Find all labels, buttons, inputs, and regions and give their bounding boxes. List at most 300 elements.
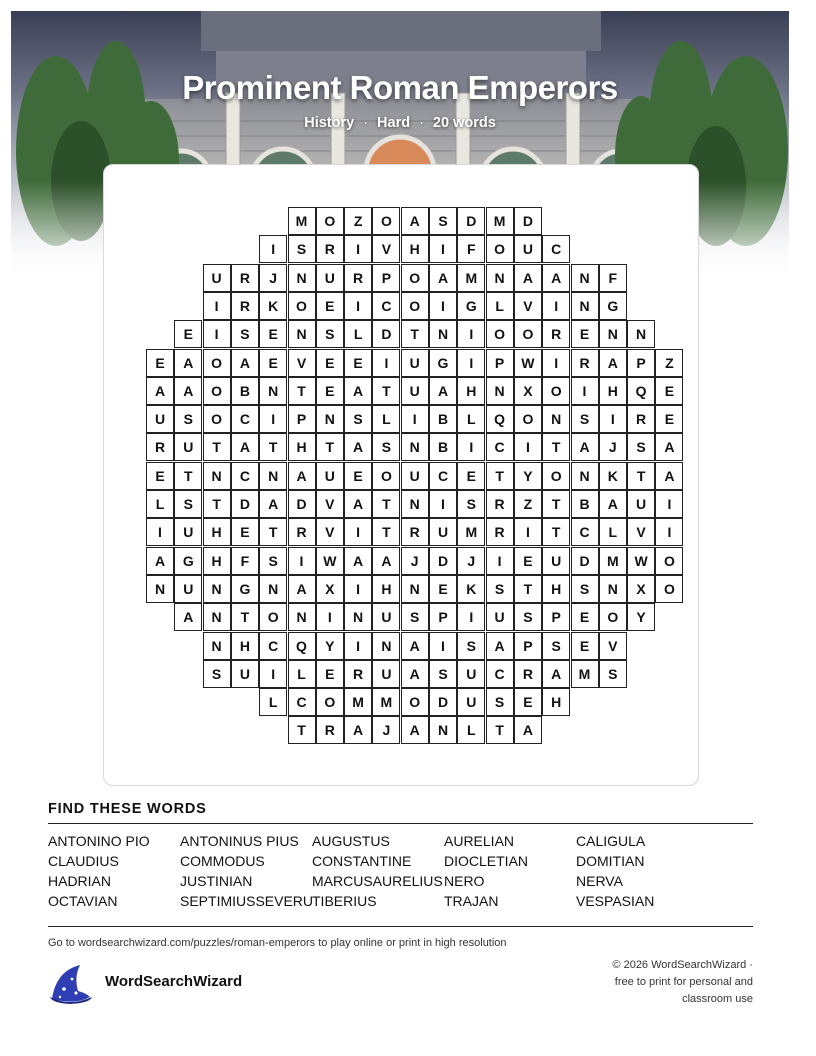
grid-cell[interactable]: I <box>429 292 457 320</box>
grid-cell[interactable]: D <box>288 490 316 518</box>
grid-cell[interactable]: H <box>203 518 231 546</box>
grid-cell[interactable]: A <box>486 632 514 660</box>
grid-cell[interactable]: O <box>514 405 542 433</box>
grid-cell[interactable]: A <box>259 490 287 518</box>
grid-cell[interactable]: R <box>344 660 372 688</box>
grid-cell[interactable]: O <box>486 235 514 263</box>
grid-cell[interactable]: I <box>203 320 231 348</box>
grid-cell[interactable]: I <box>514 433 542 461</box>
grid-cell[interactable]: S <box>259 547 287 575</box>
grid-cell[interactable]: S <box>316 320 344 348</box>
grid-cell[interactable]: U <box>146 405 174 433</box>
grid-cell[interactable]: U <box>401 462 429 490</box>
grid-cell[interactable]: M <box>486 207 514 235</box>
grid-cell[interactable]: O <box>514 320 542 348</box>
grid-cell[interactable]: I <box>514 518 542 546</box>
grid-cell[interactable]: O <box>486 320 514 348</box>
grid-cell[interactable]: A <box>174 349 202 377</box>
grid-cell[interactable]: U <box>316 462 344 490</box>
grid-cell[interactable]: N <box>486 377 514 405</box>
grid-cell[interactable]: O <box>203 377 231 405</box>
grid-cell[interactable]: N <box>288 320 316 348</box>
grid-cell[interactable]: R <box>486 518 514 546</box>
grid-cell[interactable]: R <box>514 660 542 688</box>
grid-cell[interactable]: V <box>627 518 655 546</box>
grid-cell[interactable]: F <box>231 547 259 575</box>
grid-cell[interactable]: O <box>542 377 570 405</box>
grid-cell[interactable]: P <box>429 603 457 631</box>
grid-cell[interactable]: T <box>288 377 316 405</box>
grid-cell[interactable]: R <box>231 292 259 320</box>
grid-cell[interactable]: A <box>288 575 316 603</box>
grid-cell[interactable]: E <box>457 462 485 490</box>
grid-cell[interactable]: O <box>655 547 683 575</box>
grid-cell[interactable]: T <box>542 518 570 546</box>
grid-cell[interactable]: A <box>401 207 429 235</box>
grid-cell[interactable]: I <box>486 547 514 575</box>
grid-cell[interactable]: O <box>372 207 400 235</box>
grid-cell[interactable]: M <box>457 518 485 546</box>
grid-cell[interactable]: D <box>514 207 542 235</box>
grid-cell[interactable]: N <box>259 377 287 405</box>
grid-cell[interactable]: N <box>203 603 231 631</box>
grid-cell[interactable]: H <box>372 575 400 603</box>
grid-cell[interactable]: A <box>344 716 372 744</box>
grid-cell[interactable]: O <box>288 292 316 320</box>
grid-cell[interactable]: L <box>599 518 627 546</box>
grid-cell[interactable]: H <box>542 575 570 603</box>
grid-cell[interactable]: J <box>599 433 627 461</box>
grid-cell[interactable]: V <box>372 235 400 263</box>
grid-cell[interactable]: E <box>571 603 599 631</box>
grid-cell[interactable]: N <box>401 575 429 603</box>
grid-cell[interactable]: A <box>599 349 627 377</box>
grid-cell[interactable]: S <box>542 632 570 660</box>
grid-cell[interactable]: T <box>514 575 542 603</box>
grid-cell[interactable]: T <box>288 716 316 744</box>
grid-cell[interactable]: O <box>401 688 429 716</box>
grid-cell[interactable]: A <box>344 377 372 405</box>
grid-cell[interactable]: T <box>486 716 514 744</box>
grid-cell[interactable]: E <box>316 377 344 405</box>
grid-cell[interactable]: S <box>344 405 372 433</box>
grid-cell[interactable]: A <box>401 660 429 688</box>
grid-cell[interactable]: E <box>429 575 457 603</box>
grid-cell[interactable]: C <box>259 632 287 660</box>
grid-cell[interactable]: O <box>203 349 231 377</box>
grid-cell[interactable]: H <box>542 688 570 716</box>
grid-cell[interactable]: R <box>231 264 259 292</box>
grid-cell[interactable]: O <box>203 405 231 433</box>
grid-cell[interactable]: F <box>599 264 627 292</box>
grid-cell[interactable]: A <box>655 462 683 490</box>
grid-cell[interactable]: U <box>542 547 570 575</box>
grid-cell[interactable]: R <box>316 716 344 744</box>
grid-cell[interactable]: S <box>429 207 457 235</box>
grid-cell[interactable]: R <box>146 433 174 461</box>
grid-cell[interactable]: A <box>599 490 627 518</box>
grid-cell[interactable]: C <box>486 660 514 688</box>
grid-cell[interactable]: M <box>288 207 316 235</box>
grid-cell[interactable]: I <box>344 632 372 660</box>
grid-cell[interactable]: A <box>174 377 202 405</box>
grid-cell[interactable]: H <box>288 433 316 461</box>
grid-cell[interactable]: V <box>599 632 627 660</box>
grid-cell[interactable]: B <box>429 405 457 433</box>
grid-cell[interactable]: A <box>571 433 599 461</box>
grid-cell[interactable]: A <box>542 660 570 688</box>
grid-cell[interactable]: E <box>231 518 259 546</box>
grid-cell[interactable]: A <box>429 377 457 405</box>
grid-cell[interactable]: U <box>316 264 344 292</box>
grid-cell[interactable]: I <box>259 405 287 433</box>
grid-cell[interactable]: I <box>542 349 570 377</box>
grid-cell[interactable]: H <box>457 377 485 405</box>
grid-cell[interactable]: S <box>571 405 599 433</box>
grid-cell[interactable]: N <box>372 632 400 660</box>
grid-cell[interactable]: D <box>429 688 457 716</box>
grid-cell[interactable]: E <box>316 349 344 377</box>
grid-cell[interactable]: T <box>231 603 259 631</box>
grid-cell[interactable]: L <box>146 490 174 518</box>
grid-cell[interactable]: I <box>372 349 400 377</box>
grid-cell[interactable]: N <box>429 320 457 348</box>
grid-cell[interactable]: W <box>627 547 655 575</box>
grid-cell[interactable]: S <box>174 490 202 518</box>
grid-cell[interactable]: M <box>599 547 627 575</box>
grid-cell[interactable]: Q <box>627 377 655 405</box>
grid-cell[interactable]: E <box>146 462 174 490</box>
grid-cell[interactable]: L <box>457 716 485 744</box>
grid-cell[interactable]: I <box>457 349 485 377</box>
grid-cell[interactable]: G <box>457 292 485 320</box>
grid-cell[interactable]: O <box>542 462 570 490</box>
grid-cell[interactable]: I <box>401 405 429 433</box>
grid-cell[interactable]: O <box>401 292 429 320</box>
grid-cell[interactable]: I <box>542 292 570 320</box>
grid-cell[interactable]: N <box>571 462 599 490</box>
grid-cell[interactable]: I <box>571 377 599 405</box>
grid-cell[interactable]: Y <box>627 603 655 631</box>
grid-cell[interactable]: U <box>514 235 542 263</box>
grid-cell[interactable]: J <box>457 547 485 575</box>
grid-cell[interactable]: H <box>401 235 429 263</box>
grid-cell[interactable]: B <box>231 377 259 405</box>
grid-cell[interactable]: C <box>288 688 316 716</box>
grid-cell[interactable]: N <box>571 292 599 320</box>
grid-cell[interactable]: E <box>514 688 542 716</box>
grid-cell[interactable]: S <box>231 320 259 348</box>
grid-cell[interactable]: D <box>571 547 599 575</box>
grid-cell[interactable]: M <box>457 264 485 292</box>
grid-cell[interactable]: S <box>203 660 231 688</box>
grid-cell[interactable]: C <box>542 235 570 263</box>
grid-cell[interactable]: S <box>372 433 400 461</box>
grid-cell[interactable]: O <box>655 575 683 603</box>
grid-cell[interactable]: X <box>316 575 344 603</box>
grid-cell[interactable]: J <box>401 547 429 575</box>
grid-cell[interactable]: N <box>401 490 429 518</box>
grid-cell[interactable]: N <box>599 320 627 348</box>
grid-cell[interactable]: I <box>457 320 485 348</box>
grid-cell[interactable]: Z <box>655 349 683 377</box>
grid-cell[interactable]: T <box>486 462 514 490</box>
grid-cell[interactable]: E <box>174 320 202 348</box>
grid-cell[interactable]: H <box>231 632 259 660</box>
grid-cell[interactable]: G <box>599 292 627 320</box>
grid-cell[interactable]: S <box>571 575 599 603</box>
grid-cell[interactable]: I <box>457 603 485 631</box>
grid-cell[interactable]: N <box>344 603 372 631</box>
grid-cell[interactable]: N <box>259 462 287 490</box>
grid-cell[interactable]: Q <box>486 405 514 433</box>
grid-cell[interactable]: I <box>599 405 627 433</box>
grid-cell[interactable]: T <box>259 433 287 461</box>
grid-cell[interactable]: T <box>203 490 231 518</box>
grid-cell[interactable]: U <box>457 688 485 716</box>
grid-cell[interactable]: T <box>203 433 231 461</box>
grid-cell[interactable]: A <box>514 264 542 292</box>
grid-cell[interactable]: I <box>259 235 287 263</box>
grid-cell[interactable]: C <box>486 433 514 461</box>
grid-cell[interactable]: T <box>174 462 202 490</box>
grid-cell[interactable]: I <box>429 632 457 660</box>
grid-cell[interactable]: A <box>344 433 372 461</box>
grid-cell[interactable]: N <box>146 575 174 603</box>
grid-cell[interactable]: O <box>316 688 344 716</box>
grid-cell[interactable]: R <box>344 264 372 292</box>
grid-cell[interactable]: U <box>372 660 400 688</box>
grid-cell[interactable]: M <box>372 688 400 716</box>
grid-cell[interactable]: R <box>288 518 316 546</box>
grid-cell[interactable]: V <box>316 518 344 546</box>
grid-cell[interactable]: N <box>316 405 344 433</box>
grid-cell[interactable]: L <box>372 405 400 433</box>
grid-cell[interactable]: B <box>571 490 599 518</box>
grid-cell[interactable]: A <box>429 264 457 292</box>
grid-cell[interactable]: W <box>316 547 344 575</box>
grid-cell[interactable]: K <box>599 462 627 490</box>
grid-cell[interactable]: T <box>316 433 344 461</box>
grid-cell[interactable]: A <box>542 264 570 292</box>
grid-cell[interactable]: G <box>174 547 202 575</box>
grid-cell[interactable]: A <box>231 349 259 377</box>
grid-cell[interactable]: P <box>486 349 514 377</box>
grid-cell[interactable]: P <box>288 405 316 433</box>
grid-cell[interactable]: P <box>542 603 570 631</box>
grid-cell[interactable]: N <box>571 264 599 292</box>
grid-cell[interactable]: M <box>344 688 372 716</box>
grid-cell[interactable]: S <box>486 575 514 603</box>
grid-cell[interactable]: E <box>655 405 683 433</box>
grid-cell[interactable]: S <box>174 405 202 433</box>
grid-cell[interactable]: A <box>146 547 174 575</box>
grid-cell[interactable]: O <box>259 603 287 631</box>
grid-cell[interactable]: J <box>259 264 287 292</box>
grid-cell[interactable]: E <box>571 632 599 660</box>
grid-cell[interactable]: U <box>203 264 231 292</box>
grid-cell[interactable]: S <box>429 660 457 688</box>
grid-cell[interactable]: N <box>203 462 231 490</box>
grid-cell[interactable]: E <box>571 320 599 348</box>
grid-cell[interactable]: L <box>259 688 287 716</box>
grid-cell[interactable]: U <box>372 603 400 631</box>
grid-cell[interactable]: N <box>486 264 514 292</box>
grid-cell[interactable]: R <box>542 320 570 348</box>
grid-cell[interactable]: T <box>372 490 400 518</box>
grid-cell[interactable]: R <box>316 235 344 263</box>
grid-cell[interactable]: N <box>203 632 231 660</box>
grid-cell[interactable]: E <box>316 660 344 688</box>
grid-cell[interactable]: S <box>486 688 514 716</box>
grid-cell[interactable]: N <box>429 716 457 744</box>
grid-cell[interactable]: U <box>174 518 202 546</box>
grid-cell[interactable]: A <box>288 462 316 490</box>
grid-cell[interactable]: B <box>429 433 457 461</box>
grid-cell[interactable]: C <box>231 405 259 433</box>
grid-cell[interactable]: S <box>457 490 485 518</box>
grid-cell[interactable]: I <box>429 490 457 518</box>
grid-cell[interactable]: A <box>344 490 372 518</box>
grid-cell[interactable]: I <box>655 490 683 518</box>
grid-cell[interactable]: D <box>457 207 485 235</box>
grid-cell[interactable]: P <box>514 632 542 660</box>
grid-cell[interactable]: X <box>514 377 542 405</box>
grid-cell[interactable]: I <box>344 575 372 603</box>
grid-cell[interactable]: E <box>344 349 372 377</box>
grid-cell[interactable]: V <box>316 490 344 518</box>
grid-cell[interactable]: L <box>288 660 316 688</box>
grid-cell[interactable]: E <box>259 320 287 348</box>
grid-cell[interactable]: U <box>174 433 202 461</box>
grid-cell[interactable]: X <box>627 575 655 603</box>
grid-cell[interactable]: P <box>372 264 400 292</box>
grid-cell[interactable]: V <box>288 349 316 377</box>
grid-cell[interactable]: D <box>372 320 400 348</box>
grid-cell[interactable]: U <box>627 490 655 518</box>
grid-cell[interactable]: I <box>146 518 174 546</box>
grid-cell[interactable]: S <box>457 632 485 660</box>
grid-cell[interactable]: R <box>627 405 655 433</box>
grid-cell[interactable]: R <box>486 490 514 518</box>
grid-cell[interactable]: W <box>514 349 542 377</box>
grid-cell[interactable]: S <box>599 660 627 688</box>
grid-cell[interactable]: Y <box>316 632 344 660</box>
grid-cell[interactable]: A <box>174 603 202 631</box>
grid-cell[interactable]: T <box>401 320 429 348</box>
grid-cell[interactable]: T <box>372 377 400 405</box>
grid-cell[interactable]: Z <box>344 207 372 235</box>
grid-cell[interactable]: N <box>288 264 316 292</box>
grid-cell[interactable]: G <box>231 575 259 603</box>
grid-cell[interactable]: F <box>457 235 485 263</box>
grid-cell[interactable]: D <box>429 547 457 575</box>
grid-cell[interactable]: N <box>259 575 287 603</box>
grid-cell[interactable]: I <box>344 235 372 263</box>
grid-cell[interactable]: N <box>542 405 570 433</box>
grid-cell[interactable]: Q <box>288 632 316 660</box>
grid-cell[interactable]: E <box>344 462 372 490</box>
grid-cell[interactable]: U <box>457 660 485 688</box>
grid-cell[interactable]: O <box>372 462 400 490</box>
grid-cell[interactable]: S <box>514 603 542 631</box>
grid-cell[interactable]: A <box>146 377 174 405</box>
grid-cell[interactable]: U <box>401 377 429 405</box>
grid-cell[interactable]: A <box>231 433 259 461</box>
grid-cell[interactable]: J <box>372 716 400 744</box>
grid-cell[interactable]: A <box>401 632 429 660</box>
grid-cell[interactable]: C <box>429 462 457 490</box>
grid-cell[interactable]: T <box>627 462 655 490</box>
grid-cell[interactable]: A <box>514 716 542 744</box>
grid-cell[interactable]: E <box>655 377 683 405</box>
grid-cell[interactable]: T <box>372 518 400 546</box>
grid-cell[interactable]: R <box>401 518 429 546</box>
grid-cell[interactable]: G <box>429 349 457 377</box>
grid-cell[interactable]: Y <box>514 462 542 490</box>
grid-cell[interactable]: E <box>514 547 542 575</box>
grid-cell[interactable]: H <box>599 377 627 405</box>
grid-cell[interactable]: U <box>486 603 514 631</box>
grid-cell[interactable]: Z <box>514 490 542 518</box>
grid-cell[interactable]: A <box>372 547 400 575</box>
grid-cell[interactable]: I <box>316 603 344 631</box>
grid-cell[interactable]: K <box>259 292 287 320</box>
grid-cell[interactable]: H <box>203 547 231 575</box>
grid-cell[interactable]: N <box>288 603 316 631</box>
grid-cell[interactable]: P <box>627 349 655 377</box>
grid-cell[interactable]: S <box>288 235 316 263</box>
grid-cell[interactable]: L <box>344 320 372 348</box>
grid-cell[interactable]: R <box>571 349 599 377</box>
grid-cell[interactable]: I <box>203 292 231 320</box>
grid-cell[interactable]: T <box>542 433 570 461</box>
grid-cell[interactable]: E <box>146 349 174 377</box>
grid-cell[interactable]: A <box>401 716 429 744</box>
grid-cell[interactable]: C <box>231 462 259 490</box>
grid-cell[interactable]: E <box>259 349 287 377</box>
grid-cell[interactable]: I <box>344 292 372 320</box>
grid-cell[interactable]: S <box>401 603 429 631</box>
grid-cell[interactable]: U <box>174 575 202 603</box>
grid-cell[interactable]: U <box>401 349 429 377</box>
grid-cell[interactable]: I <box>655 518 683 546</box>
grid-cell[interactable]: D <box>231 490 259 518</box>
grid-cell[interactable]: S <box>627 433 655 461</box>
grid-cell[interactable]: M <box>571 660 599 688</box>
grid-cell[interactable]: E <box>316 292 344 320</box>
grid-cell[interactable]: I <box>344 518 372 546</box>
grid-cell[interactable]: I <box>457 433 485 461</box>
grid-cell[interactable]: N <box>203 575 231 603</box>
grid-cell[interactable]: L <box>457 405 485 433</box>
grid-cell[interactable]: N <box>599 575 627 603</box>
grid-cell[interactable]: U <box>231 660 259 688</box>
grid-cell[interactable]: I <box>429 235 457 263</box>
grid-cell[interactable]: L <box>486 292 514 320</box>
grid-cell[interactable]: I <box>259 660 287 688</box>
grid-cell[interactable]: N <box>627 320 655 348</box>
grid-cell[interactable]: O <box>401 264 429 292</box>
grid-cell[interactable]: A <box>344 547 372 575</box>
grid-cell[interactable]: N <box>401 433 429 461</box>
grid-cell[interactable]: C <box>372 292 400 320</box>
grid-cell[interactable]: C <box>571 518 599 546</box>
grid-cell[interactable]: O <box>316 207 344 235</box>
grid-cell[interactable]: I <box>288 547 316 575</box>
grid-cell[interactable]: T <box>259 518 287 546</box>
grid-cell[interactable]: O <box>599 603 627 631</box>
